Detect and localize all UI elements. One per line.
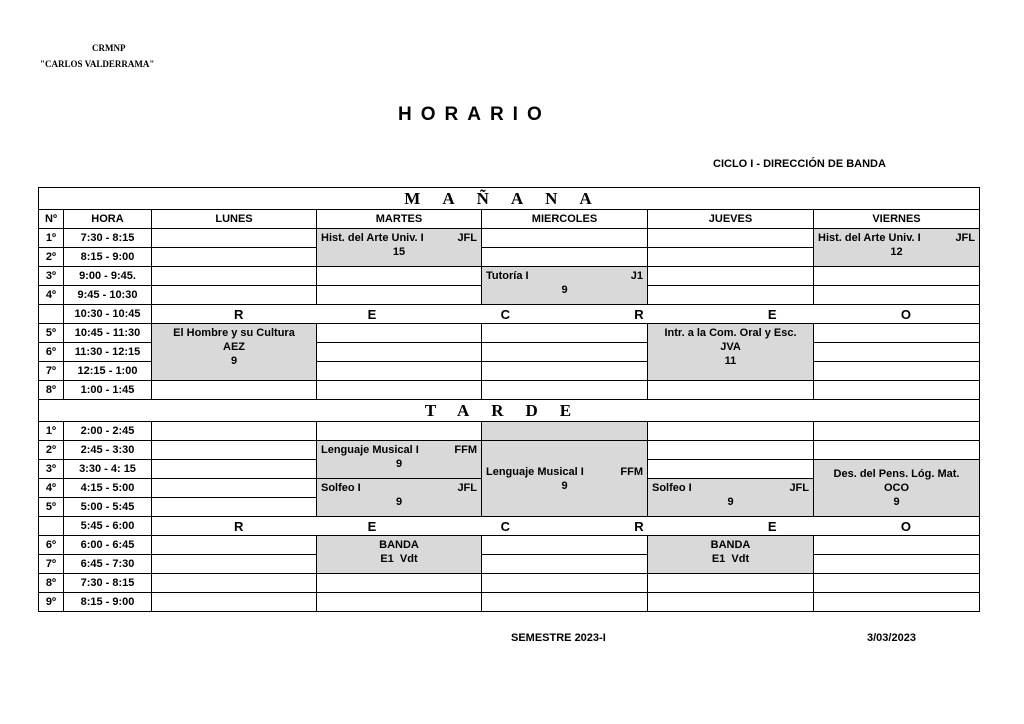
row-number [39, 517, 64, 536]
empty-cell [482, 362, 648, 381]
row-time: 7:30 - 8:15 [64, 229, 152, 248]
empty-cell [152, 593, 317, 612]
row-time: 8:15 - 9:00 [64, 593, 152, 612]
course-name: BANDA [710, 539, 751, 551]
course-room: 11 [724, 355, 737, 367]
recreo-label [152, 517, 980, 536]
header-n: Nº [39, 210, 64, 229]
empty-cell [317, 267, 482, 286]
row-number: 2º [39, 248, 64, 267]
empty-cell [814, 536, 980, 555]
course-room: 12 [890, 246, 903, 258]
row-time: 7:30 - 8:15 [64, 574, 152, 593]
row-number: 4º [39, 479, 64, 498]
course-room: Vdt [731, 553, 750, 565]
empty-cell [152, 479, 317, 498]
course-block-des-pens [814, 460, 980, 517]
course-block-hombre [152, 324, 317, 381]
row-time: 12:15 - 1:00 [64, 362, 152, 381]
course-block-lenguaje-martes [317, 441, 482, 479]
empty-cell [482, 324, 648, 343]
header-lunes: LUNES [152, 210, 317, 229]
recreo-letter: E [367, 518, 377, 534]
empty-cell [152, 248, 317, 267]
row-number: 9º [39, 593, 64, 612]
recreo-row [39, 305, 980, 324]
row-time: 4:15 - 5:00 [64, 479, 152, 498]
course-block-lenguaje-miercoles [482, 441, 648, 517]
row-time: 5:45 - 6:00 [64, 517, 152, 536]
course-code: E1 [711, 553, 726, 565]
table-row [39, 381, 980, 400]
row-time: 11:30 - 12:15 [64, 343, 152, 362]
empty-cell [814, 441, 980, 460]
row-number: 6º [39, 536, 64, 555]
course-code: JFL [457, 232, 477, 244]
course-code: FFM [620, 465, 643, 478]
row-number: 3º [39, 460, 64, 479]
row-number: 7º [39, 362, 64, 381]
row-number: 3º [39, 267, 64, 286]
course-room: 9 [893, 496, 900, 508]
course-code: JFL [789, 482, 809, 494]
table-row [39, 267, 980, 286]
empty-cell [482, 574, 648, 593]
table-row [39, 422, 980, 441]
course-block-solfeo-jueves [648, 479, 814, 517]
empty-cell [814, 362, 980, 381]
empty-cell [152, 422, 317, 441]
empty-cell [648, 441, 814, 460]
header-hora: HORA [64, 210, 152, 229]
row-number: 5º [39, 498, 64, 517]
course-name: BANDA [379, 539, 419, 551]
empty-cell [814, 324, 980, 343]
recreo-letter: O [900, 518, 911, 534]
empty-cell [317, 593, 482, 612]
course-name: Lenguaje Musical I [321, 444, 419, 456]
recreo-letter: R [234, 306, 244, 322]
row-number [39, 305, 64, 324]
course-code: J1 [630, 270, 643, 282]
empty-cell [482, 536, 648, 555]
course-code: JFL [457, 482, 477, 494]
recreo-letter: R [234, 518, 244, 534]
empty-cell [648, 248, 814, 267]
course-room: Vdt [399, 553, 418, 565]
empty-shaded-cell [482, 422, 648, 441]
row-time: 9:00 - 9:45. [64, 267, 152, 286]
schedule-table [38, 187, 980, 612]
empty-cell [482, 248, 648, 267]
row-time: 10:45 - 11:30 [64, 324, 152, 343]
table-row [39, 324, 980, 343]
recreo-letter: E [767, 306, 777, 322]
course-code: E1 [380, 553, 394, 565]
empty-cell [152, 498, 317, 517]
course-room: 15 [392, 246, 406, 258]
section-title-afternoon: TARDE [39, 400, 980, 422]
morning-section-row [39, 188, 980, 210]
row-time: 1:00 - 1:45 [64, 381, 152, 400]
recreo-row [39, 517, 980, 536]
course-block-banda-jueves [648, 536, 814, 574]
row-number: 1º [39, 229, 64, 248]
row-number: 5º [39, 324, 64, 343]
afternoon-section-row [39, 400, 980, 422]
empty-cell [152, 460, 317, 479]
empty-cell [648, 267, 814, 286]
recreo-letter: C [500, 306, 510, 322]
row-number: 7º [39, 555, 64, 574]
empty-cell [648, 574, 814, 593]
table-row [39, 574, 980, 593]
empty-cell [648, 593, 814, 612]
empty-cell [152, 574, 317, 593]
course-code: JFL [955, 232, 975, 244]
row-number: 8º [39, 381, 64, 400]
course-code: FFM [454, 444, 477, 456]
row-time: 6:45 - 7:30 [64, 555, 152, 574]
course-name: Tutoría I [486, 270, 529, 282]
row-number: 8º [39, 574, 64, 593]
row-time: 3:30 - 4: 15 [64, 460, 152, 479]
table-row [39, 555, 980, 574]
course-name: Hist. del Arte Univ. I [321, 232, 424, 244]
row-number: 4º [39, 286, 64, 305]
course-room: 9 [727, 496, 734, 508]
course-code: OCO [883, 482, 910, 494]
recreo-letter: R [634, 518, 644, 534]
page-title: HORARIO [398, 104, 551, 125]
recreo-letter: R [634, 306, 644, 322]
course-block-banda-martes [317, 536, 482, 574]
row-number: 2º [39, 441, 64, 460]
table-row [39, 229, 980, 248]
empty-cell [317, 286, 482, 305]
course-name: Solfeo I [321, 482, 361, 494]
empty-cell [814, 555, 980, 574]
empty-cell [317, 362, 482, 381]
course-room: 9 [561, 479, 568, 492]
recreo-letter: E [767, 518, 777, 534]
header-martes: MARTES [317, 210, 482, 229]
recreo-label [152, 305, 980, 324]
header-miercoles: MIERCOLES [482, 210, 648, 229]
empty-cell [317, 422, 482, 441]
course-room: 9 [395, 458, 403, 470]
row-time: 10:30 - 10:45 [64, 305, 152, 324]
empty-cell [482, 381, 648, 400]
row-time: 8:15 - 9:00 [64, 248, 152, 267]
section-title-morning: MAÑANA [39, 188, 980, 210]
course-block-intr [648, 324, 814, 381]
course-name: Des. del Pens. Lóg. Mat. [833, 468, 960, 480]
empty-cell [814, 343, 980, 362]
row-time: 6:00 - 6:45 [64, 536, 152, 555]
table-row [39, 536, 980, 555]
empty-cell [814, 593, 980, 612]
course-block-hist-martes [317, 229, 482, 267]
empty-cell [814, 286, 980, 305]
course-room: 9 [230, 355, 238, 367]
empty-cell [482, 555, 648, 574]
institution-subtitle: "CARLOS VALDERRAMA" [40, 59, 155, 69]
empty-cell [152, 286, 317, 305]
course-room: 9 [561, 284, 568, 296]
empty-cell [648, 422, 814, 441]
row-number: 1º [39, 422, 64, 441]
header-viernes: VIERNES [814, 210, 980, 229]
empty-cell [814, 381, 980, 400]
row-time: 2:00 - 2:45 [64, 422, 152, 441]
empty-cell [814, 574, 980, 593]
course-room: 9 [395, 496, 403, 508]
empty-cell [152, 381, 317, 400]
row-number: 6º [39, 343, 64, 362]
course-code: JVA [720, 341, 741, 353]
course-name: Intr. a la Com. Oral y Esc. [664, 327, 797, 339]
course-name: El Hombre y su Cultura [173, 327, 295, 339]
recreo-letter: C [500, 518, 510, 534]
course-location [317, 553, 481, 565]
empty-cell [317, 324, 482, 343]
empty-cell [482, 229, 648, 248]
recreo-letter: O [900, 306, 911, 322]
course-location [648, 553, 813, 565]
empty-cell [152, 555, 317, 574]
empty-cell [152, 229, 317, 248]
empty-cell [152, 441, 317, 460]
course-code: AEZ [223, 341, 245, 353]
header-row [39, 210, 980, 229]
empty-cell [317, 343, 482, 362]
empty-cell [648, 229, 814, 248]
row-time: 2:45 - 3:30 [64, 441, 152, 460]
empty-cell [814, 267, 980, 286]
empty-cell [648, 381, 814, 400]
course-name: Solfeo I [652, 482, 692, 494]
empty-cell [317, 381, 482, 400]
course-name: Lenguaje Musical I [486, 465, 584, 478]
course-block-hist-viernes [814, 229, 980, 267]
institution-name: CRMNP [92, 43, 126, 53]
row-time: 9:45 - 10:30 [64, 286, 152, 305]
empty-cell [317, 574, 482, 593]
empty-cell [152, 267, 317, 286]
date-label: 3/03/2023 [867, 632, 916, 644]
table-row [39, 441, 980, 460]
empty-cell [648, 286, 814, 305]
course-block-tutoria [482, 267, 648, 305]
empty-cell [648, 460, 814, 479]
cycle-subtitle: CICLO I - DIRECCIÓN DE BANDA [713, 158, 886, 170]
semester-label: SEMESTRE 2023-I [511, 632, 606, 644]
course-block-solfeo-martes [317, 479, 482, 517]
course-name: Hist. del Arte Univ. I [818, 232, 921, 244]
table-row [39, 593, 980, 612]
row-time: 5:00 - 5:45 [64, 498, 152, 517]
empty-cell [814, 422, 980, 441]
empty-cell [482, 593, 648, 612]
header-jueves: JUEVES [648, 210, 814, 229]
empty-cell [482, 343, 648, 362]
empty-cell [152, 536, 317, 555]
recreo-letter: E [367, 306, 377, 322]
